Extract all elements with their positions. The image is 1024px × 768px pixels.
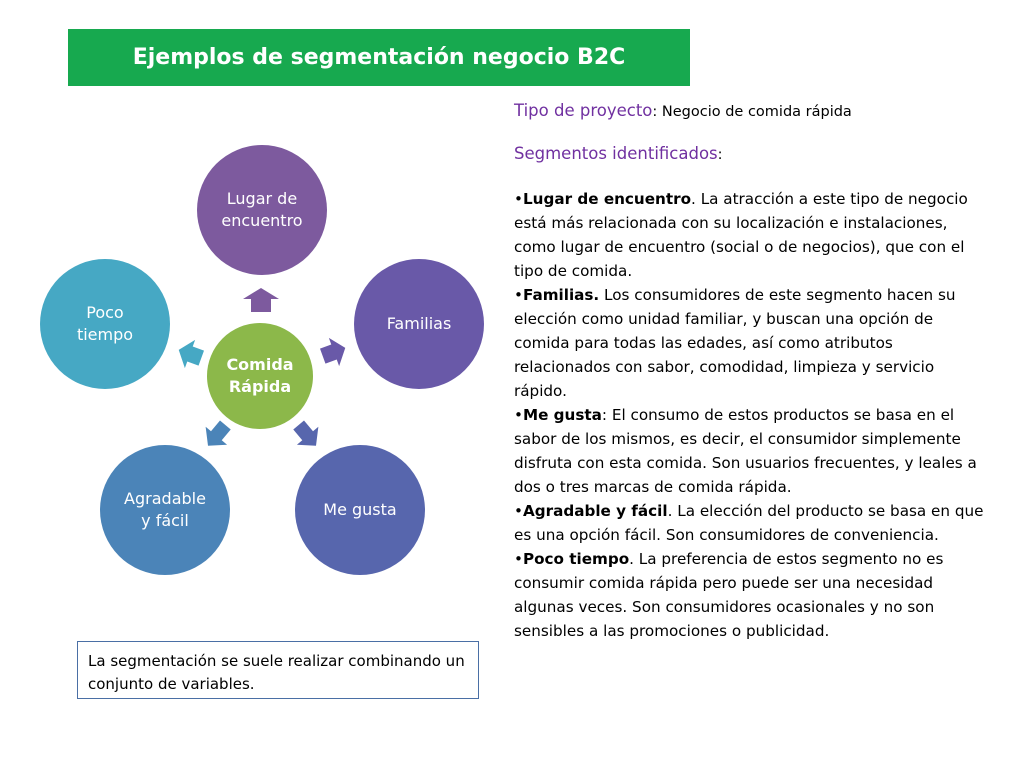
segment-term: Poco tiempo — [522, 550, 630, 569]
segment-term: Familias. — [522, 286, 600, 305]
spacer — [514, 165, 984, 187]
arrow-down-right-connector — [290, 418, 324, 452]
segment-bullet: •Lugar de encuentro. La atracción a este tipo de negocio está más relacionada con su localización e instalaciones, como lugar de encuentro (social o de negocios), que con el tipo de comida. — [514, 190, 968, 281]
center-node-line1: Comida — [226, 354, 294, 374]
node-me-gusta — [295, 445, 425, 575]
segment-text: . La atracción a este tipo de negocio está más relacionada con su localización e instalaciones, como lugar de encuentro (social o de negocios), que con el tipo de comida. — [514, 190, 968, 281]
segment-bullet: •Familias. Los consumidores de este segmento hacen su elección como unidad familiar, y buscan una opción de comida para todas las edades, así como atributos relacionados con sabor, comodidad, limpieza y servicio rápido. — [514, 286, 956, 401]
segment-text: Los consumidores de este segmento hacen su elección como unidad familiar, y buscan una opción de comida para todas las edades, así como atributos relacionados con sabor, comodidad, limpieza y servicio rápido. — [514, 286, 956, 401]
arrow-right-connector — [320, 334, 348, 370]
project-type-line — [514, 100, 984, 123]
segment-text: : El consumo de estos productos se basa en el sabor de los mismos, es decir, el consumidor simplemente disfruta con esta comida. Son usuarios frecuentes, y leales a dos o tres marcas de comida rápida. — [514, 406, 977, 497]
description-panel — [514, 100, 984, 643]
segments-label: Segmentos identificados — [514, 143, 718, 163]
arrow-left-connector — [176, 336, 204, 372]
segments-heading — [514, 143, 984, 166]
segment-text: . La elección del producto se basa en que es una opción fácil. Son consumidores de conveniencia. — [514, 502, 984, 545]
node-poco-tiempo — [40, 259, 170, 389]
node-label-line1: Familias — [386, 313, 452, 333]
node-familias — [354, 259, 484, 389]
segment-bullet: •Poco tiempo. La preferencia de estos segmento no es consumir comida rápida pero puede ser una necesidad algunas veces. Son consumidores ocasionales y no son sensibles a las promociones o publicidad. — [514, 550, 944, 641]
segment-bullet: •Me gusta: El consumo de estos productos se basa en el sabor de los mismos, es decir, el consumidor simplemente disfruta con esta comida. Son usuarios frecuentes, y leales a dos o tres marcas de comida rápida. — [514, 406, 977, 497]
node-label-line1: Lugar de — [226, 188, 298, 208]
arrow-up-connector — [240, 286, 282, 314]
segment-term: Agradable y fácil — [522, 502, 668, 521]
segmentation-diagram — [0, 0, 500, 600]
node-label-line2: tiempo — [76, 325, 134, 344]
segment-term: Me gusta — [522, 406, 602, 425]
project-type-colon: : — [652, 104, 658, 120]
node-label-line2: encuentro — [221, 211, 303, 230]
node-label-line2: y fácil — [141, 511, 189, 530]
node-lugar-de-encuentro — [197, 145, 327, 275]
slide-title: Ejemplos de segmentación negocio B2C — [132, 45, 626, 70]
center-node-comida-rapida — [207, 323, 313, 429]
node-agradable-y-facil — [100, 445, 230, 575]
arrow-down-left-connector — [200, 418, 234, 452]
project-type-label: Tipo de proyecto — [514, 101, 653, 120]
node-label-line1: Poco — [86, 302, 124, 322]
node-label-line1: Agradable — [124, 488, 206, 508]
segments-colon: : — [717, 146, 723, 163]
segment-bullet: •Agradable y fácil. La elección del producto se basa en que es una opción fácil. Son consumidores de conveniencia. — [514, 502, 984, 545]
center-node-line2: Rápida — [228, 377, 292, 396]
project-type-value: Negocio de comida rápida — [657, 104, 852, 120]
segment-term: Lugar de encuentro — [522, 190, 692, 209]
note-box: La segmentación se suele realizar combinando un conjunto de variables. — [77, 641, 479, 699]
segment-text: . La preferencia de estos segmento no es consumir comida rápida pero puede ser una necesidad algunas veces. Son consumidores ocasionales y no son sensibles a las promociones o publicidad. — [514, 550, 944, 641]
node-label-line1: Me gusta — [323, 499, 397, 519]
spacer — [514, 123, 984, 143]
